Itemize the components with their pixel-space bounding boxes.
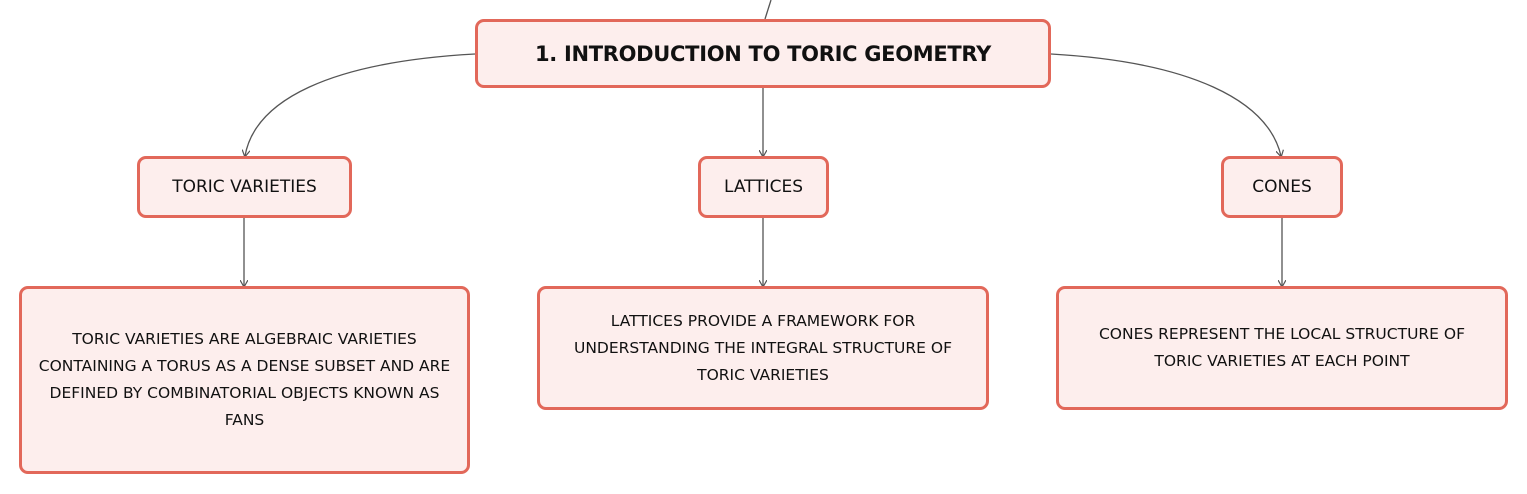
topic-node-lattices[interactable] (698, 156, 829, 218)
detail-node-text: CONES REPRESENT THE LOCAL STRUCTURE OF TORIC VARIETIES AT EACH POINT (1098, 325, 1466, 370)
topic-node-label: TORIC VARIETIES (172, 177, 317, 197)
connector-parent-to-root (765, 0, 771, 19)
detail-node-toric-varieties[interactable] (19, 286, 470, 474)
topic-node-label: LATTICES (723, 177, 804, 197)
root-node-label: 1. INTRODUCTION TO TORIC GEOMETRY (534, 41, 992, 66)
detail-node-text: TORIC VARIETIES ARE ALGEBRAIC VARIETIES CONTAINING A TORUS AS A DENSE SUBSET AND ARE DEFINED BY COMBINATORIAL OBJECTS KNOWN AS FANS (38, 330, 451, 429)
root-node[interactable] (475, 19, 1051, 88)
detail-node-cones[interactable] (1056, 286, 1508, 410)
detail-node-text: LATTICES PROVIDE A FRAMEWORK FOR UNDERSTANDING THE INTEGRAL STRUCTURE OF TORIC VARIETIES (573, 311, 953, 384)
connector-root-to-cones (1051, 54, 1281, 156)
connector-root-to-toric-varieties (245, 54, 475, 156)
topic-node-label: CONES (1252, 177, 1312, 197)
topic-node-cones[interactable] (1221, 156, 1343, 218)
detail-node-lattices[interactable] (537, 286, 989, 410)
topic-node-toric-varieties[interactable] (137, 156, 352, 218)
